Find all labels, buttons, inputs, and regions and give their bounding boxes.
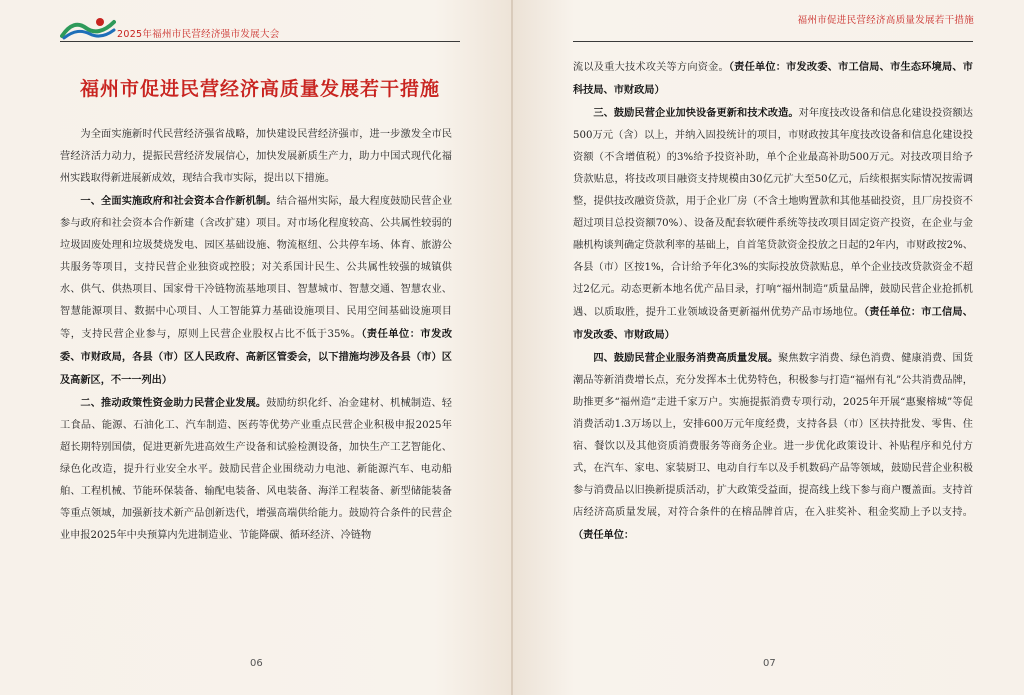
section-2-responsibility: （责任单位：市发改委、市工信局、市生态环境局、市科技局、市财政局） — [573, 61, 973, 96]
section-1-body: 结合福州实际，最大程度鼓励民营企业参与政府和社会资本合作新建（含改扩建）项目。对市场化程度较高、公共属性较弱的垃圾固废处理和垃圾焚烧发电、园区基础设施、物流枢纽、公共停车场、体育、旅游公共服务等项目，支持民营企业独资或控股；对关系国计民生、公共属性较强的城镇供水、供气、供热项目、国家骨干冷链物流基地项目、智慧城市、智慧交通、智慧农业、智慧能源项目、数据中心项目、人工智能算力基础设施项目、民用空间基础设施项目等，支持民营企业参与，原则上民营企业股权占比不低于35%。 — [60, 196, 453, 340]
section-3 — [573, 102, 973, 347]
section-2-body: 鼓励纺织化纤、冶金建材、机械制造、轻工食品、能源、石油化工、汽车制造、医药等优势产业重点民营企业积极申报2025年超长期特别国债，促进更新先进高效生产设备和试验检测设备，加快生产工艺智能化、绿色化改造，提升行业安全水平。鼓励民营企业围绕动力电池、新能源汽车、电动船舶、工程机械、节能环保装备、输配电装备、风电装备、海洋工程装备、新型储能装备等重点领域，加强新技术新产品创新迭代，增强高端供给能力。鼓励符合条件的民营企业申报2025年中央预算内先进制造业、节能降碳、循环经济、冷链物 — [60, 398, 452, 541]
left-page — [0, 0, 511, 695]
section-3-body: 对年度技改设备和信息化建设投资额达500万元（含）以上，并纳入固投统计的项目，市财政按其年度技改设备和信息化建设投资额（不含增值税）的3%给予投资补助，单个企业最高补助500万元。对技改项目给予贷款贴息，将技改项目融资支持规模由30亿元扩大至50亿元，后续根据实际情况按需调整，提供技改融资贷款，用于企业厂房（不含土地购置款和其他基础投资，且厂房投资不超过项目总投资额70%）、设备及配套软硬件系统等技改项目固定资产投资，在企业与金融机构谈判确定贷款利率的基础上，自首笔贷款资金投放之日起的2年内，市财政按2%、各县（市）区按1%，合计给予年化3%的实际投放贷款贴息，单个企业技改贷款资金不超过2亿元。动态更新本地名优产品目录，打响“福州制造”质量品牌，鼓励民营企业抢抓机遇、以质取胜，提升工业领域设备更新福州优势产品市场地位。 — [573, 108, 973, 318]
section-4-body: 聚焦数字消费、绿色消费、健康消费、国货潮品等新消费增长点，充分发挥本土优势特色，积极参与打造“福州有礼”公共消费品牌，助推更多“福州造”走进千家万户。实施提振消费专项行动，2025年开展“惠聚榕城”等促消费活动1.3万场以上，安排600万元年度经费，支持各县（市）区扶持批发、零售、住宿、餐饮以及其他资质消费服务等商务企业。进一步优化政策设计、补贴程序和兑付方式，在汽车、家电、家装厨卫、电动自行车以及手机数码产品等领域，鼓励民营企业积极参与消费品以旧换新提质活动，扩大政策受益面，提高线上线下参与商户覆盖面。支持首店经济高质量发展，对符合条件的在榕品牌首店，在入驻奖补、租金奖励上予以支持。 — [573, 353, 974, 518]
header-event-name: 2025年福州市民营经济强市发展大会 — [117, 29, 280, 40]
section-2-continued — [573, 56, 973, 102]
section-3-responsibility: （责任单位：市工信局、市发改委、市财政局） — [573, 306, 973, 341]
section-4 — [573, 347, 973, 547]
intro-paragraph: 为全面实施新时代民营经济强省战略，加快建设民营经济强市，进一步激发全市民营经济活力动力，提振民营经济发展信心，加快发展新质生产力，助力中国式现代化福州实践取得新进展新成效，现结合我市实际，提出以下措施。 — [60, 129, 452, 184]
document-title: 福州市促进民营经济高质量发展若干措施 — [79, 78, 440, 100]
right-page — [513, 0, 1024, 695]
section-3-heading: 三、鼓励民营企业加快设备更新和技术改造。 — [593, 107, 799, 119]
section-1-responsibility: （责任单位：市发改委、市财政局，各县（市）区人民政府、高新区管委会，以下措施均涉及各县（市）区及高新区，不一一列出） — [60, 328, 453, 386]
header-rule — [60, 41, 460, 42]
section-4-responsibility: （责任单位： — [573, 529, 635, 541]
section-2-heading: 二、推动政策性资金助力民营企业发展。 — [80, 397, 267, 409]
left-body — [60, 124, 452, 547]
section-4-heading: 四、鼓励民营企业服务消费高质量发展。 — [593, 352, 779, 364]
page-number-right: 07 — [763, 658, 776, 669]
right-body — [573, 56, 973, 547]
section-2 — [60, 392, 452, 547]
header-running-title: 福州市促进民营经济高质量发展若干措施 — [797, 15, 974, 26]
section-1 — [60, 190, 452, 392]
header-rule-right — [573, 41, 973, 42]
page-number-left: 06 — [250, 658, 263, 669]
section-2-cont-text: 流以及重大技术攻关等方向资金。 — [573, 62, 729, 73]
section-1-heading: 一、全面实施政府和社会资本合作新机制。 — [80, 195, 277, 207]
event-logo — [60, 16, 116, 40]
